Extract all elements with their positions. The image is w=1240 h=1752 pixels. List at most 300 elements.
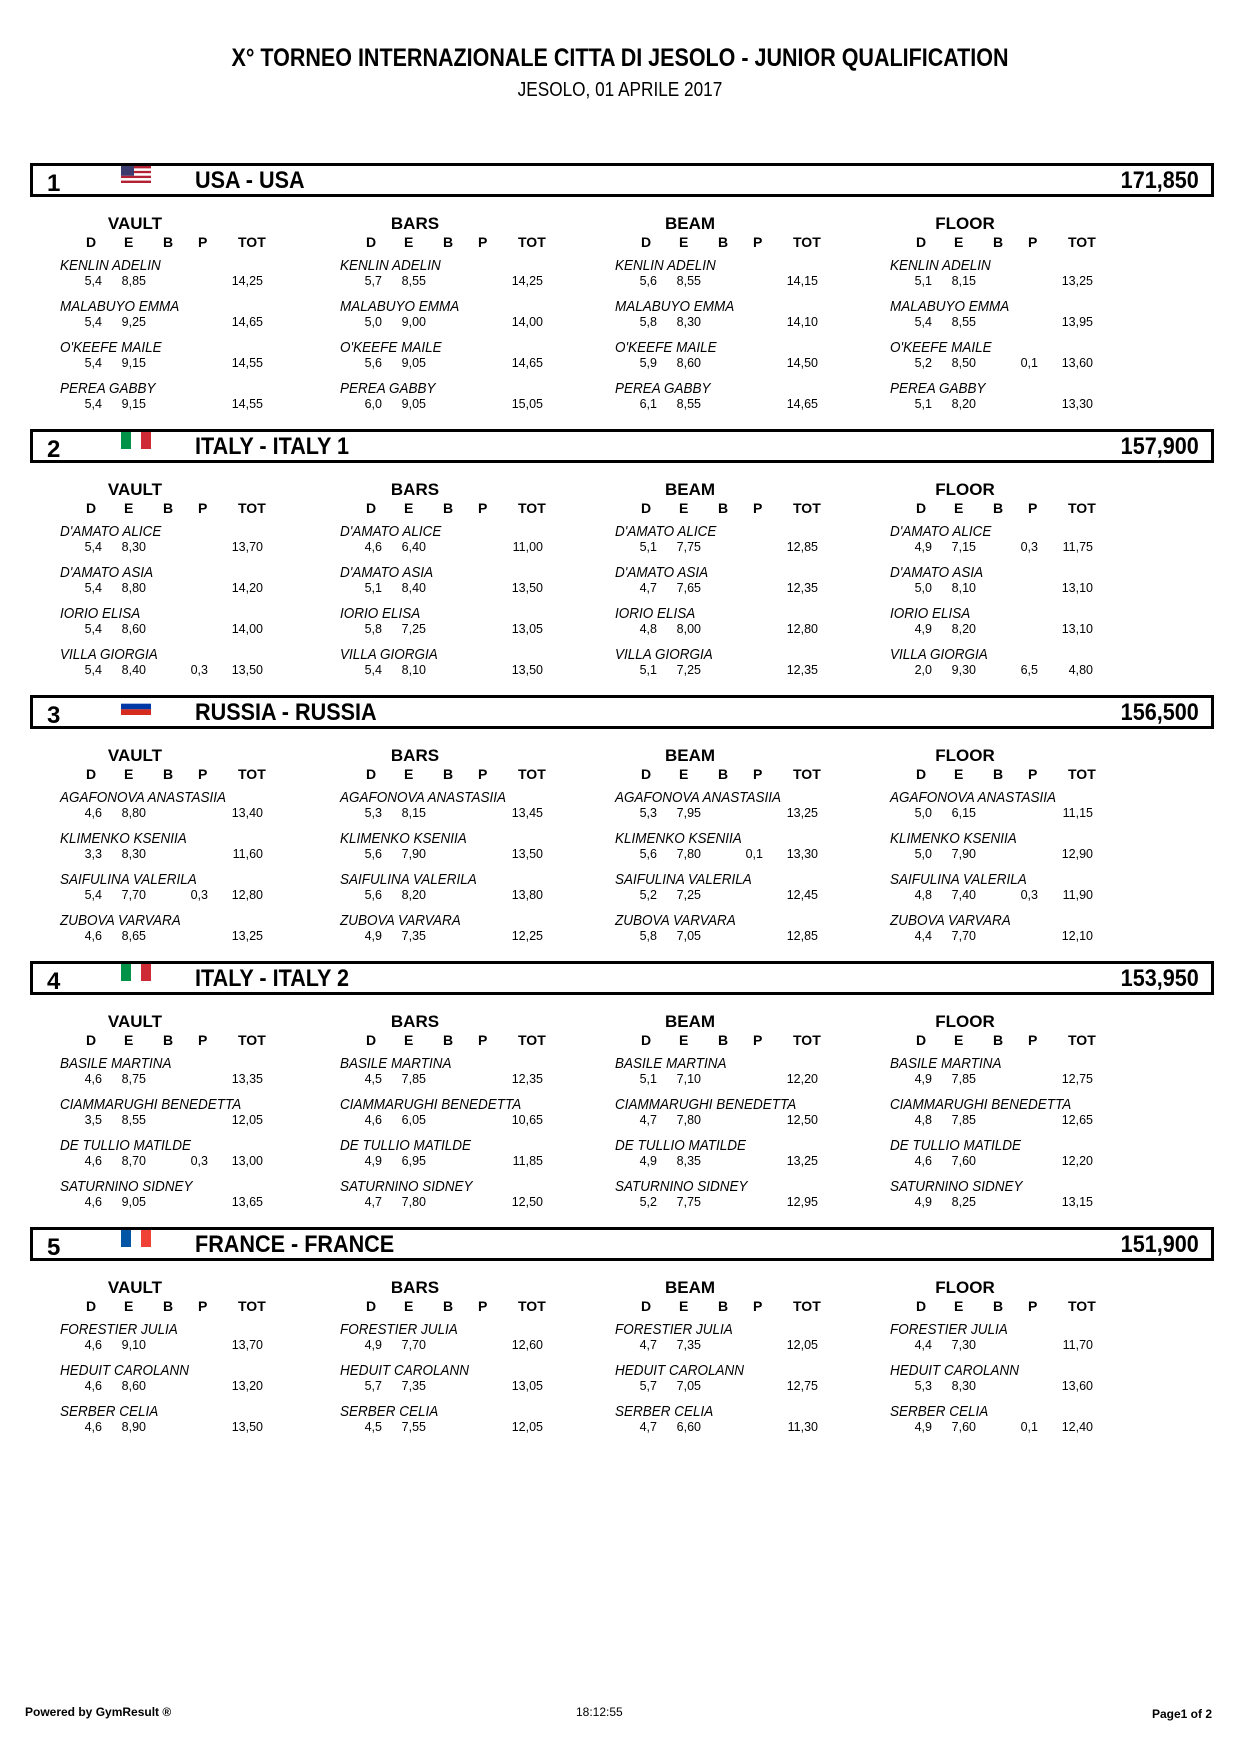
execution-score: 6,60 (676, 1420, 701, 1434)
execution-score: 8,50 (951, 356, 976, 370)
athlete-name: AGAFONOVA ANASTASIIA (60, 789, 227, 806)
team-name: ITALY - ITALY 1 (195, 433, 350, 460)
difficulty-score: 3,3 (84, 847, 102, 861)
difficulty-score: 5,3 (364, 806, 382, 820)
athlete-name: DE TULLIO MATILDE (60, 1137, 192, 1154)
athlete-name: PEREA GABBY (60, 380, 156, 397)
apparatus-beam (615, 1278, 885, 1488)
score-header-b: B (993, 234, 1004, 250)
total-score: 12,25 (511, 929, 543, 943)
execution-score: 8,60 (676, 356, 701, 370)
difficulty-score: 5,3 (639, 806, 657, 820)
score-header-p: P (1028, 766, 1038, 782)
total-score: 14,00 (231, 622, 263, 636)
athlete-row (60, 1178, 330, 1219)
execution-score: 6,15 (951, 806, 976, 820)
athlete-row (340, 1321, 610, 1362)
total-score: 12,90 (1061, 847, 1093, 861)
difficulty-score: 4,6 (914, 1154, 932, 1168)
difficulty-score: 4,9 (914, 540, 932, 554)
execution-score: 8,20 (401, 888, 426, 902)
team-total-score: 156,500 (1120, 699, 1199, 726)
difficulty-score: 4,9 (914, 1420, 932, 1434)
execution-score: 9,05 (401, 356, 426, 370)
athlete-name: D'AMATO ALICE (890, 523, 992, 540)
execution-score: 7,75 (676, 1195, 701, 1209)
difficulty-score: 4,6 (84, 806, 102, 820)
difficulty-score: 5,9 (639, 356, 657, 370)
execution-score: 7,75 (676, 540, 701, 554)
execution-score: 7,85 (951, 1113, 976, 1127)
difficulty-score: 4,7 (639, 1338, 657, 1352)
apparatus-name: BARS (390, 1278, 440, 1297)
team-rank: 3 (47, 702, 61, 729)
total-score: 14,00 (511, 315, 543, 329)
apparatus-name: FLOOR (935, 746, 995, 765)
execution-score: 8,55 (121, 1113, 146, 1127)
execution-score: 7,80 (401, 1195, 426, 1209)
score-header-tot: TOT (793, 1298, 821, 1314)
athlete-row (340, 257, 610, 298)
athlete-row (615, 830, 885, 871)
score-header-e: E (404, 234, 414, 250)
score-header-e: E (124, 766, 134, 782)
athlete-name: KENLIN ADELIN (615, 257, 716, 274)
total-score: 12,05 (511, 1420, 543, 1434)
execution-score: 7,05 (676, 1379, 701, 1393)
execution-score: 8,40 (401, 581, 426, 595)
apparatus-name: VAULT (107, 214, 163, 233)
athlete-row (340, 912, 610, 953)
total-score: 13,45 (511, 806, 543, 820)
apparatus-beam (615, 1012, 885, 1222)
athlete-name: VILLA GIORGIA (890, 646, 988, 663)
execution-score: 7,70 (121, 888, 146, 902)
total-score: 12,75 (786, 1379, 818, 1393)
total-score: 12,40 (1061, 1420, 1093, 1434)
execution-score: 7,05 (676, 929, 701, 943)
score-header-d: D (641, 1032, 652, 1048)
execution-score: 9,00 (401, 315, 426, 329)
athlete-row (340, 564, 610, 605)
score-header-d: D (641, 234, 652, 250)
difficulty-score: 4,7 (639, 581, 657, 595)
difficulty-score: 5,7 (364, 274, 382, 288)
france-flag-icon (121, 1230, 151, 1247)
athlete-row (615, 1096, 885, 1137)
athlete-row (340, 1178, 610, 1219)
apparatus-vault (60, 214, 330, 424)
execution-score: 8,55 (676, 397, 701, 411)
team-total-score: 157,900 (1120, 433, 1199, 460)
score-header-e: E (124, 234, 134, 250)
score-header-p: P (478, 1298, 488, 1314)
athlete-row (340, 789, 610, 830)
score-header-p: P (478, 500, 488, 516)
score-header-b: B (163, 1298, 174, 1314)
apparatus-name: BEAM (664, 746, 716, 765)
score-header-p: P (1028, 500, 1038, 516)
difficulty-score: 5,4 (84, 663, 102, 677)
athlete-name: ZUBOVA VARVARA (60, 912, 181, 929)
score-header-tot: TOT (518, 234, 546, 250)
total-score: 12,85 (786, 540, 818, 554)
difficulty-score: 4,9 (364, 929, 382, 943)
athlete-row (615, 1178, 885, 1219)
difficulty-score: 4,9 (364, 1338, 382, 1352)
execution-score: 8,25 (951, 1195, 976, 1209)
apparatus-name: BEAM (664, 480, 716, 499)
athlete-name: D'AMATO ALICE (60, 523, 162, 540)
athlete-name: IORIO ELISA (615, 605, 696, 622)
total-score: 13,00 (231, 1154, 263, 1168)
apparatus-floor (890, 746, 1160, 956)
athlete-name: D'AMATO ASIA (890, 564, 984, 581)
score-header-e: E (954, 234, 964, 250)
total-score: 12,05 (786, 1338, 818, 1352)
score-header-d: D (641, 766, 652, 782)
apparatus-name: FLOOR (935, 480, 995, 499)
apparatus-name: FLOOR (935, 1012, 995, 1031)
score-header-e: E (124, 1298, 134, 1314)
apparatus-name: VAULT (107, 1278, 163, 1297)
execution-score: 9,05 (401, 397, 426, 411)
total-score: 13,65 (231, 1195, 263, 1209)
score-header-tot: TOT (238, 500, 266, 516)
score-header-tot: TOT (1068, 1298, 1096, 1314)
difficulty-score: 5,6 (639, 274, 657, 288)
execution-score: 7,30 (951, 1338, 976, 1352)
difficulty-score: 5,0 (914, 847, 932, 861)
apparatus-vault (60, 746, 330, 956)
difficulty-score: 4,9 (639, 1154, 657, 1168)
athlete-row (60, 1137, 330, 1178)
apparatus-floor (890, 480, 1160, 690)
athlete-row (60, 257, 330, 298)
athlete-row (890, 339, 1160, 380)
difficulty-score: 4,7 (639, 1420, 657, 1434)
score-header-e: E (404, 1298, 414, 1314)
athlete-row (615, 298, 885, 339)
score-header-e: E (679, 500, 689, 516)
athlete-row (890, 646, 1160, 687)
score-header-e: E (679, 1032, 689, 1048)
apparatus-vault (60, 1278, 330, 1488)
difficulty-score: 5,6 (364, 888, 382, 902)
score-header-tot: TOT (238, 1032, 266, 1048)
total-score: 13,60 (1061, 1379, 1093, 1393)
athlete-row (890, 605, 1160, 646)
athlete-row (890, 298, 1160, 339)
apparatus-floor (890, 1012, 1160, 1222)
execution-score: 8,10 (401, 663, 426, 677)
total-score: 13,25 (786, 1154, 818, 1168)
execution-score: 8,30 (951, 1379, 976, 1393)
athlete-row (340, 871, 610, 912)
score-header-d: D (366, 766, 377, 782)
score-header-d: D (916, 1298, 927, 1314)
total-score: 13,25 (231, 929, 263, 943)
execution-score: 7,25 (676, 663, 701, 677)
total-score: 11,85 (512, 1154, 543, 1168)
athlete-row (615, 523, 885, 564)
execution-score: 7,15 (951, 540, 976, 554)
athlete-name: SERBER CELIA (340, 1403, 439, 1420)
athlete-row (890, 1096, 1160, 1137)
total-score: 14,55 (231, 397, 263, 411)
total-score: 12,10 (1061, 929, 1093, 943)
score-header-d: D (366, 500, 377, 516)
athlete-row (60, 1321, 330, 1362)
total-score: 14,15 (786, 274, 818, 288)
execution-score: 8,70 (121, 1154, 146, 1168)
athlete-name: O'KEEFE MAILE (890, 339, 992, 356)
difficulty-score: 5,4 (84, 540, 102, 554)
athlete-row (615, 1362, 885, 1403)
difficulty-score: 4,8 (914, 1113, 932, 1127)
execution-score: 7,60 (951, 1154, 976, 1168)
difficulty-score: 5,1 (364, 581, 382, 595)
athlete-name: PEREA GABBY (340, 380, 436, 397)
athlete-row (890, 789, 1160, 830)
athlete-name: SATURNINO SIDNEY (60, 1178, 193, 1195)
difficulty-score: 6,1 (639, 397, 657, 411)
execution-score: 7,65 (676, 581, 701, 595)
total-score: 12,75 (1061, 1072, 1093, 1086)
total-score: 13,20 (231, 1379, 263, 1393)
score-header-d: D (916, 234, 927, 250)
team-rank: 5 (47, 1234, 61, 1261)
athlete-name: HEDUIT CAROLANN (60, 1362, 190, 1379)
total-score: 12,65 (1061, 1113, 1093, 1127)
athlete-row (340, 1403, 610, 1444)
total-score: 12,60 (511, 1338, 543, 1352)
athlete-name: ZUBOVA VARVARA (615, 912, 736, 929)
difficulty-score: 5,6 (364, 356, 382, 370)
apparatus-name: BARS (390, 480, 440, 499)
execution-score: 8,30 (121, 847, 146, 861)
athlete-row (60, 912, 330, 953)
difficulty-score: 5,1 (639, 1072, 657, 1086)
athlete-row (615, 1055, 885, 1096)
athlete-name: AGAFONOVA ANASTASIIA (615, 789, 782, 806)
total-score: 12,35 (786, 581, 818, 595)
athlete-row (615, 789, 885, 830)
athlete-row (340, 339, 610, 380)
difficulty-score: 4,8 (639, 622, 657, 636)
apparatus-vault (60, 1012, 330, 1222)
execution-score: 8,10 (951, 581, 976, 595)
athlete-row (340, 298, 610, 339)
total-score: 12,80 (231, 888, 263, 902)
score-header-tot: TOT (793, 234, 821, 250)
difficulty-score: 5,4 (84, 356, 102, 370)
score-header-b: B (443, 500, 454, 516)
total-score: 11,00 (512, 540, 543, 554)
score-header-p: P (753, 234, 763, 250)
difficulty-score: 3,5 (84, 1113, 102, 1127)
athlete-row (60, 339, 330, 380)
athlete-name: KLIMENKO KSENIIA (615, 830, 742, 847)
execution-score: 8,75 (121, 1072, 146, 1086)
athlete-name: IORIO ELISA (890, 605, 971, 622)
total-score: 11,60 (232, 847, 263, 861)
athlete-name: CIAMMARUGHI BENEDETTA (615, 1096, 797, 1113)
execution-score: 7,35 (676, 1338, 701, 1352)
difficulty-score: 4,9 (364, 1154, 382, 1168)
penalty-score: 0,1 (745, 847, 763, 861)
difficulty-score: 4,9 (914, 1072, 932, 1086)
total-score: 13,35 (231, 1072, 263, 1086)
athlete-name: SAIFULINA VALERILA (615, 871, 752, 888)
total-score: 11,15 (1062, 806, 1093, 820)
score-header-e: E (404, 766, 414, 782)
apparatus-name: VAULT (107, 480, 163, 499)
total-score: 13,50 (231, 663, 263, 677)
execution-score: 7,35 (401, 929, 426, 943)
team-header (30, 1227, 1214, 1261)
apparatus-bars (340, 1278, 610, 1488)
athlete-row (890, 1137, 1160, 1178)
athlete-row (615, 564, 885, 605)
italy-flag-icon (121, 432, 151, 449)
execution-score: 8,20 (951, 397, 976, 411)
total-score: 13,95 (1061, 315, 1093, 329)
score-header-d: D (366, 1298, 377, 1314)
athlete-row (60, 1403, 330, 1444)
athlete-name: SATURNINO SIDNEY (890, 1178, 1023, 1195)
execution-score: 7,70 (951, 929, 976, 943)
difficulty-score: 5,6 (364, 847, 382, 861)
difficulty-score: 5,4 (84, 622, 102, 636)
apparatus-name: BARS (390, 1012, 440, 1031)
difficulty-score: 5,0 (914, 806, 932, 820)
athlete-name: O'KEEFE MAILE (615, 339, 717, 356)
score-header-p: P (198, 1032, 208, 1048)
execution-score: 8,20 (951, 622, 976, 636)
athlete-row (615, 605, 885, 646)
score-header-p: P (198, 766, 208, 782)
team-name: FRANCE - FRANCE (195, 1231, 395, 1258)
team-block (30, 163, 1214, 431)
apparatus-beam (615, 480, 885, 690)
athlete-name: KLIMENKO KSENIIA (890, 830, 1017, 847)
difficulty-score: 4,6 (84, 929, 102, 943)
italy-flag-icon (121, 964, 151, 981)
difficulty-score: 4,7 (639, 1113, 657, 1127)
athlete-row (340, 1055, 610, 1096)
athlete-row (340, 830, 610, 871)
athlete-name: ZUBOVA VARVARA (340, 912, 461, 929)
athlete-row (615, 1403, 885, 1444)
score-header-d: D (86, 500, 97, 516)
execution-score: 8,40 (121, 663, 146, 677)
difficulty-score: 2,0 (914, 663, 932, 677)
execution-score: 7,90 (401, 847, 426, 861)
difficulty-score: 4,6 (84, 1195, 102, 1209)
total-score: 12,20 (1061, 1154, 1093, 1168)
score-header-b: B (718, 1298, 729, 1314)
athlete-row (60, 298, 330, 339)
score-header-b: B (443, 1032, 454, 1048)
score-header-tot: TOT (793, 766, 821, 782)
total-score: 14,65 (511, 356, 543, 370)
total-score: 12,50 (511, 1195, 543, 1209)
execution-score: 6,40 (401, 540, 426, 554)
execution-score: 8,85 (121, 274, 146, 288)
team-block (30, 961, 1214, 1229)
total-score: 12,85 (786, 929, 818, 943)
athlete-name: HEDUIT CAROLANN (890, 1362, 1020, 1379)
athlete-name: VILLA GIORGIA (340, 646, 438, 663)
difficulty-score: 4,9 (914, 1195, 932, 1209)
difficulty-score: 5,0 (914, 581, 932, 595)
total-score: 11,90 (1062, 888, 1093, 902)
difficulty-score: 4,4 (914, 929, 932, 943)
score-header-b: B (443, 1298, 454, 1314)
total-score: 11,70 (1062, 1338, 1093, 1352)
total-score: 13,50 (231, 1420, 263, 1434)
athlete-name: KLIMENKO KSENIIA (340, 830, 467, 847)
difficulty-score: 5,6 (639, 847, 657, 861)
athlete-name: IORIO ELISA (340, 605, 421, 622)
score-header-tot: TOT (238, 1298, 266, 1314)
athlete-row (60, 830, 330, 871)
apparatus-name: BEAM (664, 1012, 716, 1031)
athlete-name: FORESTIER JULIA (340, 1321, 458, 1338)
score-header-b: B (993, 500, 1004, 516)
athlete-name: D'AMATO ASIA (615, 564, 709, 581)
execution-score: 8,30 (121, 540, 146, 554)
athlete-name: MALABUYO EMMA (60, 298, 180, 315)
score-header-p: P (1028, 1298, 1038, 1314)
athlete-name: FORESTIER JULIA (60, 1321, 178, 1338)
score-header-p: P (198, 500, 208, 516)
score-header-e: E (404, 500, 414, 516)
total-score: 13,05 (511, 622, 543, 636)
athlete-row (340, 605, 610, 646)
difficulty-score: 5,4 (84, 888, 102, 902)
execution-score: 8,55 (951, 315, 976, 329)
athlete-row (60, 1096, 330, 1137)
total-score: 13,50 (511, 847, 543, 861)
athlete-row (60, 605, 330, 646)
score-header-e: E (954, 500, 964, 516)
apparatus-floor (890, 1278, 1160, 1488)
apparatus-name: BEAM (664, 1278, 716, 1297)
athlete-row (890, 912, 1160, 953)
execution-score: 7,80 (676, 847, 701, 861)
score-header-tot: TOT (1068, 1032, 1096, 1048)
team-header (30, 961, 1214, 995)
athlete-name: D'AMATO ALICE (340, 523, 442, 540)
total-score: 14,20 (231, 581, 263, 595)
score-header-p: P (753, 766, 763, 782)
execution-score: 9,25 (121, 315, 146, 329)
penalty-score: 0,1 (1020, 1420, 1038, 1434)
team-total-score: 151,900 (1120, 1231, 1199, 1258)
total-score: 13,25 (1061, 274, 1093, 288)
total-score: 12,05 (231, 1113, 263, 1127)
score-header-b: B (718, 234, 729, 250)
footer-page-number: Page1 of 2 (1151, 1707, 1212, 1721)
footer-time: 18:12:55 (576, 1705, 623, 1719)
difficulty-score: 4,6 (364, 540, 382, 554)
difficulty-score: 4,6 (84, 1072, 102, 1086)
score-header-d: D (641, 500, 652, 516)
execution-score: 8,30 (676, 315, 701, 329)
total-score: 13,10 (1061, 581, 1093, 595)
